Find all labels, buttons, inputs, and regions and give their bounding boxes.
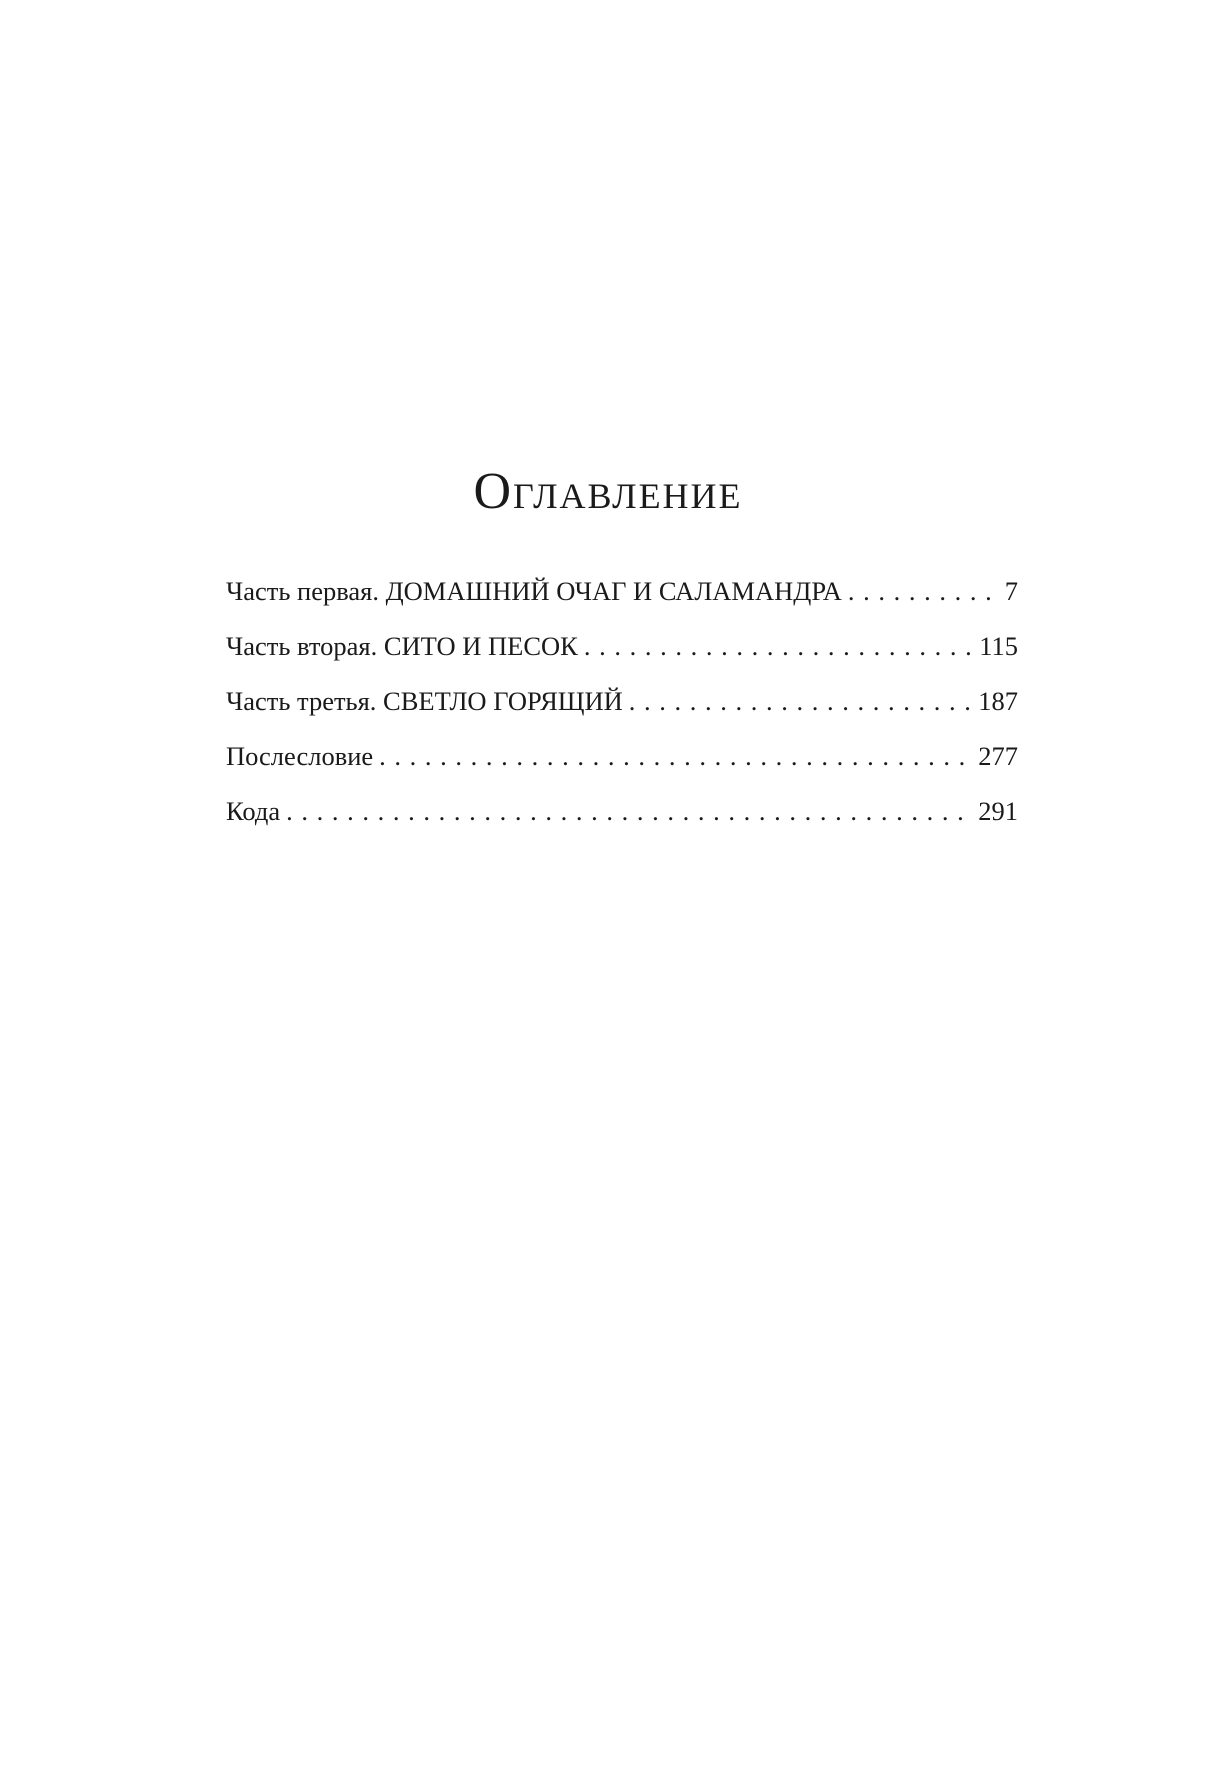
toc-entry-label: Кода: [226, 796, 281, 826]
page-title: Оглавление: [473, 463, 743, 520]
toc-leader-dots: [286, 784, 972, 839]
toc-entry-page: 187: [978, 686, 1018, 716]
toc-entry: [226, 674, 1018, 729]
toc-leader-dots: [379, 729, 972, 784]
toc-leader-dots: [629, 674, 973, 729]
toc-entry-label: Часть первая. ДОМАШНИЙ ОЧАГ И САЛАМАНДРА: [226, 576, 842, 606]
toc-entry-page: 115: [979, 631, 1018, 661]
toc-entry-page: 291: [978, 796, 1018, 826]
toc-entry-label: Часть третья. СВЕТЛО ГОРЯЩИЙ: [226, 686, 623, 716]
toc-leader-dots: [584, 619, 973, 674]
toc-entry-page: 7: [1004, 576, 1018, 606]
toc-entry: [226, 564, 1018, 619]
toc-entry: [226, 729, 1018, 784]
table-of-contents: [226, 564, 1018, 839]
toc-entry: [226, 784, 1018, 839]
toc-entry-label: Часть вторая. СИТО И ПЕСОК: [226, 631, 578, 661]
toc-leader-dots: [848, 564, 999, 619]
toc-entry-page: 277: [978, 741, 1018, 771]
toc-entry-label: Послесловие: [226, 741, 374, 771]
toc-entry: [226, 619, 1018, 674]
